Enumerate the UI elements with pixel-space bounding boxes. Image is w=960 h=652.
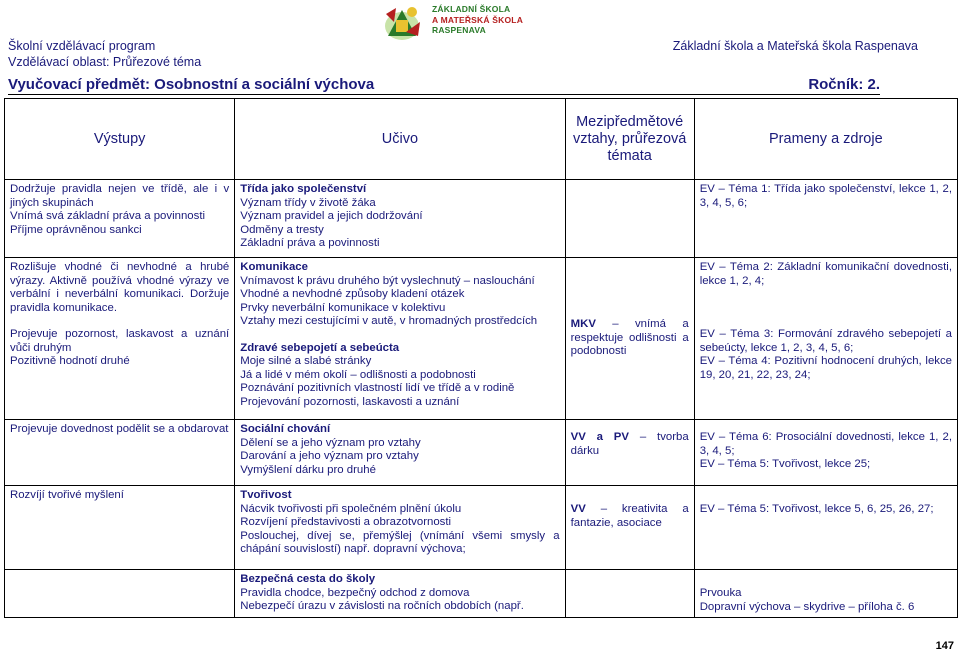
table-row: [5, 486, 958, 570]
program-title: Školní vzdělávací program: [8, 39, 156, 53]
output-line: Rozvíjí tvořivé myšlení: [10, 489, 124, 501]
content-line: Já a lidé v mém okolí – odlišnosti a podobnosti: [240, 368, 476, 381]
grade-label: Ročník: 2.: [808, 76, 880, 93]
content-title: Sociální chování: [240, 423, 331, 435]
sources-cell: [694, 486, 957, 570]
content-title: Tvořivost: [240, 489, 292, 501]
logo-line-3: RASPENAVA: [432, 25, 486, 35]
curriculum-table: [4, 98, 958, 618]
table-row: [5, 570, 958, 618]
content-title: Komunikace: [240, 261, 308, 273]
source-line: EV – Téma 1: Třída jako společenství, lekce 1, 2, 3, 4, 5, 6;: [699, 183, 952, 209]
content-cell: [235, 570, 565, 618]
content-line: Vymýšlení dárku pro druhé: [240, 463, 376, 476]
content-line: Poznávání pozitivních vlastností lidí ve třídě a v rodině: [240, 382, 515, 394]
content-line: Darování a jeho význam pro vztahy: [240, 450, 419, 462]
subject-title: Vyučovací předmět: Osobnostní a sociální výchova: [8, 76, 375, 93]
area-title: Vzdělávací oblast: Průřezové téma: [8, 55, 202, 69]
logo-text: [432, 4, 523, 36]
cross-subject: VV: [570, 503, 586, 515]
cross-text: – tvorba dárku: [570, 431, 689, 457]
source-line: EV – Téma 2: Základní komunikační dovednosti, lekce 1, 2, 4;: [699, 261, 952, 287]
content-line: Základní práva a povinnosti: [240, 237, 380, 249]
cross-cell: [565, 420, 694, 486]
outputs-cell: [5, 486, 235, 570]
cross-cell: [565, 486, 694, 570]
cross-subject: VV a PV: [570, 431, 630, 443]
col-header-content: Učivo: [235, 99, 565, 180]
content-line: Odměny a tresty: [240, 223, 324, 236]
table-header-row: [5, 99, 958, 180]
content-title: Bezpečná cesta do školy: [240, 573, 376, 585]
school-name: Základní škola a Mateřská škola Raspenava: [672, 39, 918, 53]
content-title: Třída jako společenství: [240, 183, 367, 195]
output-line: Vnímá svá základní práva a povinnosti: [10, 210, 206, 222]
table-row: [5, 180, 958, 258]
outputs-cell: [5, 570, 235, 618]
table-row: [5, 420, 958, 486]
sources-cell: [694, 570, 957, 618]
source-line: EV – Téma 4: Pozitivní hodnocení druhých, lekce 19, 20, 21, 22, 23, 24;: [699, 355, 952, 381]
cross-cell: [565, 180, 694, 258]
col-header-cross: Mezipředmětové vztahy, průřezová témata: [565, 99, 694, 180]
output-line: Rozlišuje vhodné či nevhodné a hrubé výrazy. Aktivně používá vhodné výrazy ve verbální i neverbální komunikaci. Doržuje pravidla komunikace.: [10, 261, 230, 314]
content-line: Moje silné a slabé stránky: [240, 355, 372, 367]
outputs-cell: [5, 180, 235, 258]
output-line: Projevuje dovednost podělit se a obdarovat: [10, 423, 229, 435]
output-line: Projevuje pozornost, laskavost a uznání vůči druhým: [10, 328, 230, 354]
cross-cell: [565, 258, 694, 420]
content-line: Rozvíjení představivosti a obrazotvornosti: [240, 516, 452, 528]
outputs-cell: [5, 258, 235, 420]
content-line: Význam pravidel a jejich dodržování: [240, 210, 423, 222]
content-line: Nebezpečí úrazu v závislosti na ročních obdobích (např.: [240, 600, 524, 612]
sources-cell: [694, 180, 957, 258]
cross-subject: MKV: [570, 318, 596, 331]
content-line: Nácvik tvořivosti při společném plnění úkolu: [240, 502, 462, 515]
source-line: Dopravní výchova – skydrive – příloha č. 6: [699, 600, 915, 613]
table-row: [5, 258, 958, 420]
source-line: EV – Téma 5: Tvořivost, lekce 5, 6, 25, 26, 27;: [699, 503, 934, 515]
content-title: Zdravé sebepojetí a sebeúcta: [240, 341, 400, 354]
content-line: Vnímavost k právu druhého být vyslechnutý – naslouchání: [240, 274, 535, 287]
cross-text: – vnímá a respektuje odlišnosti a podobnosti: [570, 318, 689, 358]
content-line: Projevování pozornosti, laskavosti a uznání: [240, 395, 460, 408]
output-line: Příjme oprávněnou sankci: [10, 223, 142, 236]
content-cell: [235, 420, 565, 486]
content-line: Vhodné a nevhodné způsoby kladení otázek: [240, 288, 465, 300]
output-line: Dodržuje pravidla nejen ve třídě, ale i v jiných skupinách: [10, 183, 230, 209]
content-line: Prvky neverbální komunikace v kolektivu: [240, 301, 446, 314]
sources-cell: [694, 420, 957, 486]
logo-line-2: A MATEŘSKÁ ŠKOLA: [432, 14, 524, 25]
content-cell: [235, 258, 565, 420]
logo-line-1: ZÁKLADNÍ ŠKOLA: [432, 4, 511, 14]
content-cell: [235, 486, 565, 570]
content-line: Význam třídy v životě žáka: [240, 196, 376, 209]
content-line: Vztahy mezi cestujícími v autě, v hromadných prostředcích: [240, 315, 538, 327]
sources-cell: [694, 258, 957, 420]
cross-cell: [565, 570, 694, 618]
cross-text: – kreativita a fantazie, asociace: [570, 503, 689, 529]
content-cell: [235, 180, 565, 258]
subject-bar: [8, 76, 880, 95]
content-line: Dělení se a jeho význam pro vztahy: [240, 436, 421, 449]
page-number: 147: [935, 640, 954, 652]
source-line: EV – Téma 5: Tvořivost, lekce 25;: [699, 458, 871, 470]
col-header-outputs: Výstupy: [5, 99, 235, 180]
col-header-sources: Prameny a zdroje: [694, 99, 957, 180]
outputs-cell: [5, 420, 235, 486]
output-line: Pozitivně hodnotí druhé: [10, 355, 130, 367]
content-line: Poslouchej, dívej se, přemýšlej (vnímání všemi smysly a chápání souvislostí) např. dopravní výchova;: [240, 529, 560, 555]
source-line: EV – Téma 6: Prosociální dovednosti, lekce 1, 2, 3, 4, 5;: [699, 431, 952, 457]
source-line: EV – Téma 3: Formování zdravého sebepojetí a sebeúcty, lekce 1, 2, 3, 4, 5, 6;: [699, 328, 952, 354]
source-line: Prvouka: [699, 587, 742, 599]
content-line: Pravidla chodce, bezpečný odchod z domova: [240, 586, 470, 599]
